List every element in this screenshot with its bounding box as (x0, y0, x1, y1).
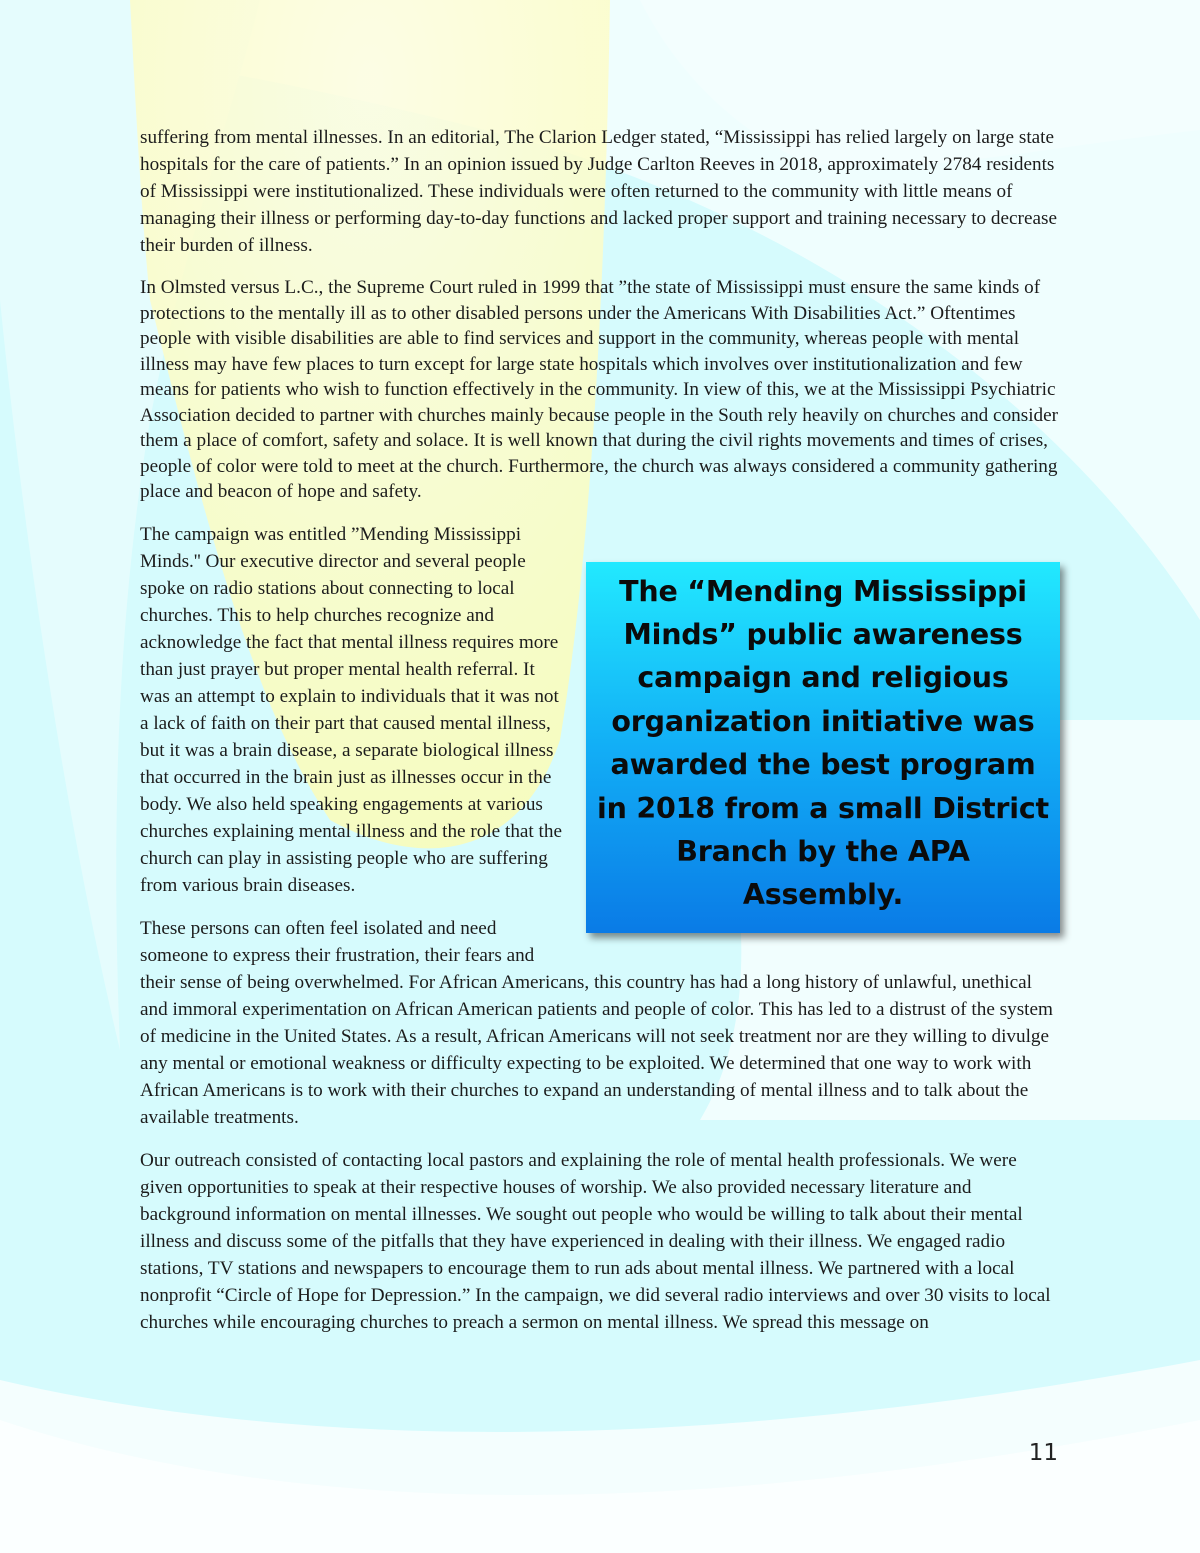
paragraph-4: These persons can often feel isolated and need someone to express their frustration, their fears and their sense of being overwhelmed. For African Americans, this country has had a long history of unlawful, unethical and immoral experimentation on African American patients and people of color. This has led to a distrust of the system of medicine in the United States. As a result, African Americans will not seek treatment nor are they willing to divulge any mental or emotional weakness or difficulty expecting to be exploited. We determined that one way to work with African Americans is to work with their churches to expand an understanding of mental illness and to talk about the available treatments. (140, 917, 1053, 1128)
paragraph-3: The campaign was entitled ”Mending Mississippi Minds.'' Our executive director and several people spoke on radio stations about connecting to local churches. This to help churches recognize and acknowledge the fact that mental illness requires more than just prayer but proper mental health referral. It was an attempt to explain to individuals that it was not a lack of faith on their part that caused mental illness, but it was a brain disease, a separate biological illness that occurred in the brain just as illnesses occur in the body. We also held speaking engagements at various churches explaining mental illness and the role that the church can play in assisting people who are suffering from various brain diseases. (140, 523, 562, 896)
page-number: 11 (1028, 1440, 1058, 1466)
paragraph-2: In Olmsted versus L.C., the Supreme Court ruled in 1999 that ”the state of Mississippi must ensure the same kinds of protections to the mentally ill as to other disabled persons under the Americans With Disabilities Act.” Oftentimes people with visible disabilities are able to find services and support in the community, whereas people with mental illness may have few places to turn except for large state hospitals which involves over institutionalization and few means for patients who wish to function effectively in the community. In view of this, we at the Mississippi Psychiatric Association decided to partner with churches mainly because people in the South rely heavily on churches and consider them a place of comfort, safety and solace. It is well known that during the civil rights movements and times of crises, people of color were told to meet at the church. Furthermore, the church was always considered a community gathering place and beacon of hope and safety. (140, 277, 1059, 502)
paragraph-1: suffering from mental illnesses. In an editorial, The Clarion Ledger stated, “Mississippi has relied largely on large state hospitals for the care of patients.” In an opinion issued by Judge Carlton Reeves in 2018, approximately 2784 residents of Mississippi were institutionalized. These individuals were often returned to the community with little means of managing their illness or performing day-to-day functions and lacked proper support and training necessary to decrease their burden of illness. (140, 127, 1057, 256)
article-body (140, 124, 1060, 1352)
paragraph-5: Our outreach consisted of contacting local pastors and explaining the role of mental health professionals. We were given opportunities to speak at their respective houses of worship. We also provided necessary literature and background information on mental illnesses. We sought out people who would be willing to talk about their mental illness and discuss some of the pitfalls that they have experienced in dealing with their illness. We engaged radio stations, TV stations and newspapers to encourage them to run ads about mental illness. We partnered with a local nonprofit “Circle of Hope for Depression.” In the campaign, we did several radio interviews and over 30 visits to local churches while encouraging churches to preach a sermon on mental illness. We spread this message on (140, 1149, 1051, 1333)
award-callout-box: The “Mending Mississippi Minds” public awareness campaign and religious organization initiative was awarded the best program in 2018 from a small District Branch by the APA Assembly. (586, 562, 1060, 933)
